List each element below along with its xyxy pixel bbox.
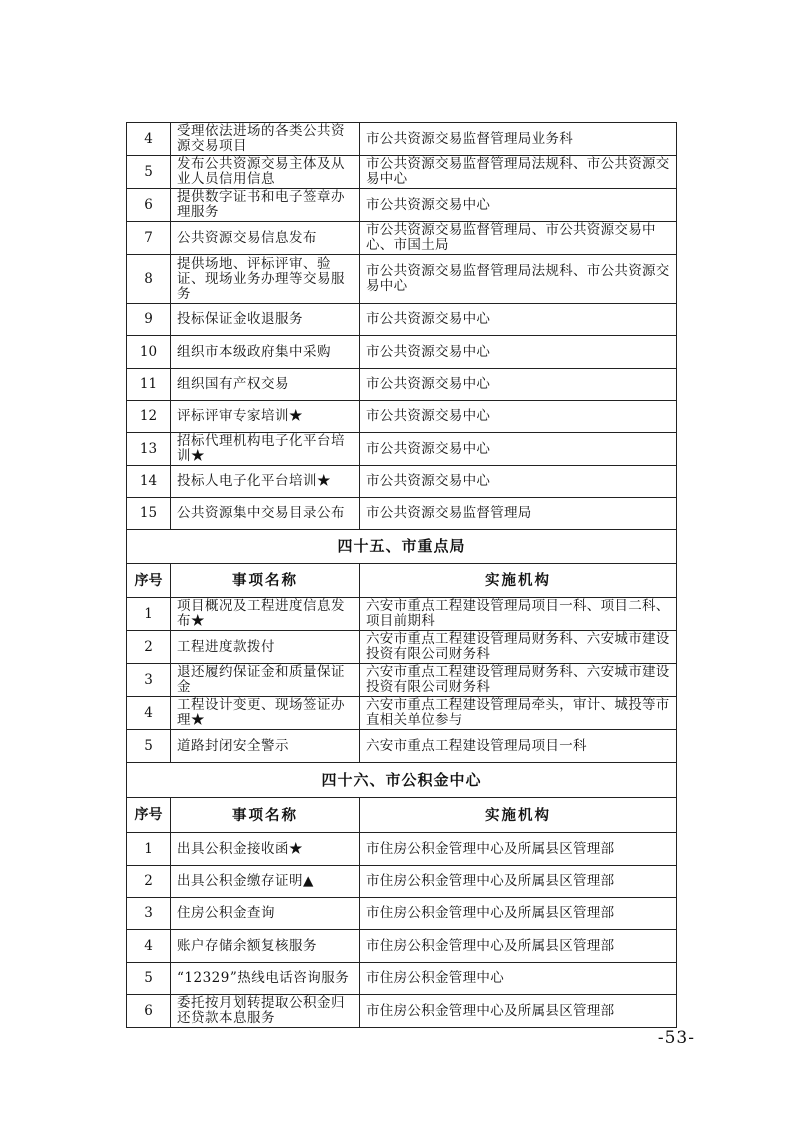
item-name: 提供数字证书和电子签章办理服务 xyxy=(171,189,360,222)
table-row xyxy=(127,189,677,222)
table-row xyxy=(127,433,677,466)
row-number: 2 xyxy=(127,866,171,898)
table-row xyxy=(127,123,677,156)
implementing-agency: 六安市重点工程建设管理局财务科、六安城市建设投资有限公司财务科 xyxy=(360,631,677,664)
section-title-row xyxy=(127,530,677,564)
item-name: 工程进度款拨付 xyxy=(171,631,360,664)
item-name: 招标代理机构电子化平台培训★ xyxy=(171,433,360,466)
implementing-agency: 市公共资源交易中心 xyxy=(360,189,677,222)
table-header-row xyxy=(127,564,677,598)
row-number: 11 xyxy=(127,369,171,401)
row-number: 3 xyxy=(127,898,171,930)
table-row xyxy=(127,963,677,995)
table-row xyxy=(127,833,677,866)
row-number: 2 xyxy=(127,631,171,664)
table-row xyxy=(127,898,677,930)
item-name: “12329”热线电话咨询服务 xyxy=(171,963,360,995)
row-number: 6 xyxy=(127,189,171,222)
row-number: 5 xyxy=(127,963,171,995)
row-number: 4 xyxy=(127,697,171,730)
implementing-agency: 市住房公积金管理中心及所属县区管理部 xyxy=(360,866,677,898)
table-row xyxy=(127,369,677,401)
item-name: 组织国有产权交易 xyxy=(171,369,360,401)
header-name: 事项名称 xyxy=(171,798,360,833)
table-row xyxy=(127,598,677,631)
row-number: 3 xyxy=(127,664,171,697)
implementing-agency: 市住房公积金管理中心及所属县区管理部 xyxy=(360,930,677,963)
row-number: 10 xyxy=(127,336,171,369)
implementing-agency: 六安市重点工程建设管理局项目一科、项目二科、项目前期科 xyxy=(360,598,677,631)
header-no: 序号 xyxy=(127,564,171,598)
item-name: 组织市本级政府集中采购 xyxy=(171,336,360,369)
row-number: 1 xyxy=(127,833,171,866)
row-number: 15 xyxy=(127,498,171,530)
item-name: 账户存储余额复核服务 xyxy=(171,930,360,963)
table-row xyxy=(127,697,677,730)
row-number: 13 xyxy=(127,433,171,466)
item-name: 提供场地、评标评审、验证、现场业务办理等交易服务 xyxy=(171,255,360,304)
item-name: 退还履约保证金和质量保证金 xyxy=(171,664,360,697)
header-org: 实施机构 xyxy=(360,564,677,598)
implementing-agency: 六安市重点工程建设管理局牵头，审计、城投等市直相关单位参与 xyxy=(360,697,677,730)
item-name: 道路封闭安全警示 xyxy=(171,730,360,763)
table-row xyxy=(127,336,677,369)
implementing-agency: 市住房公积金管理中心及所属县区管理部 xyxy=(360,995,677,1028)
item-name: 发布公共资源交易主体及从业人员信用信息 xyxy=(171,156,360,189)
item-name: 工程设计变更、现场签证办理★ xyxy=(171,697,360,730)
implementing-agency: 市公共资源交易中心 xyxy=(360,401,677,433)
table-row xyxy=(127,866,677,898)
row-number: 9 xyxy=(127,304,171,336)
implementing-agency: 市住房公积金管理中心及所属县区管理部 xyxy=(360,833,677,866)
item-name: 公共资源交易信息发布 xyxy=(171,222,360,255)
table-row xyxy=(127,466,677,498)
table-row xyxy=(127,498,677,530)
page-number: -53- xyxy=(657,1028,695,1048)
implementing-agency: 市公共资源交易中心 xyxy=(360,304,677,336)
row-number: 4 xyxy=(127,123,171,156)
table-row xyxy=(127,631,677,664)
item-name: 评标评审专家培训★ xyxy=(171,401,360,433)
section-title: 四十五、市重点局 xyxy=(127,530,677,564)
implementing-agency: 市公共资源交易中心 xyxy=(360,369,677,401)
implementing-agency: 市住房公积金管理中心及所属县区管理部 xyxy=(360,898,677,930)
implementing-agency: 市公共资源交易中心 xyxy=(360,433,677,466)
item-name: 住房公积金查询 xyxy=(171,898,360,930)
row-number: 12 xyxy=(127,401,171,433)
item-name: 委托按月划转提取公积金归还贷款本息服务 xyxy=(171,995,360,1028)
row-number: 6 xyxy=(127,995,171,1028)
implementing-agency: 市公共资源交易监督管理局、市公共资源交易中心、市国土局 xyxy=(360,222,677,255)
implementing-agency: 市公共资源交易监督管理局业务科 xyxy=(360,123,677,156)
table-row xyxy=(127,995,677,1028)
item-name: 出具公积金接收函★ xyxy=(171,833,360,866)
table-header-row xyxy=(127,798,677,833)
item-name: 投标人电子化平台培训★ xyxy=(171,466,360,498)
implementing-agency: 市住房公积金管理中心 xyxy=(360,963,677,995)
table-row xyxy=(127,222,677,255)
table-row xyxy=(127,255,677,304)
row-number: 5 xyxy=(127,156,171,189)
service-items-table xyxy=(126,122,677,1028)
implementing-agency: 六安市重点工程建设管理局项目一科 xyxy=(360,730,677,763)
item-name: 项目概况及工程进度信息发布★ xyxy=(171,598,360,631)
header-name: 事项名称 xyxy=(171,564,360,598)
implementing-agency: 市公共资源交易监督管理局法规科、市公共资源交易中心 xyxy=(360,255,677,304)
table-row xyxy=(127,730,677,763)
item-name: 受理依法进场的各类公共资源交易项目 xyxy=(171,123,360,156)
table-row xyxy=(127,156,677,189)
implementing-agency: 市公共资源交易监督管理局法规科、市公共资源交易中心 xyxy=(360,156,677,189)
header-no: 序号 xyxy=(127,798,171,833)
row-number: 4 xyxy=(127,930,171,963)
table-row xyxy=(127,401,677,433)
row-number: 14 xyxy=(127,466,171,498)
table-row xyxy=(127,304,677,336)
item-name: 公共资源集中交易目录公布 xyxy=(171,498,360,530)
row-number: 1 xyxy=(127,598,171,631)
implementing-agency: 市公共资源交易中心 xyxy=(360,336,677,369)
table-row xyxy=(127,664,677,697)
table-row xyxy=(127,930,677,963)
implementing-agency: 市公共资源交易中心 xyxy=(360,466,677,498)
section-title: 四十六、市公积金中心 xyxy=(127,763,677,798)
implementing-agency: 六安市重点工程建设管理局财务科、六安城市建设投资有限公司财务科 xyxy=(360,664,677,697)
item-name: 出具公积金缴存证明▲ xyxy=(171,866,360,898)
header-org: 实施机构 xyxy=(360,798,677,833)
row-number: 7 xyxy=(127,222,171,255)
row-number: 8 xyxy=(127,255,171,304)
item-name: 投标保证金收退服务 xyxy=(171,304,360,336)
section-title-row xyxy=(127,763,677,798)
row-number: 5 xyxy=(127,730,171,763)
implementing-agency: 市公共资源交易监督管理局 xyxy=(360,498,677,530)
